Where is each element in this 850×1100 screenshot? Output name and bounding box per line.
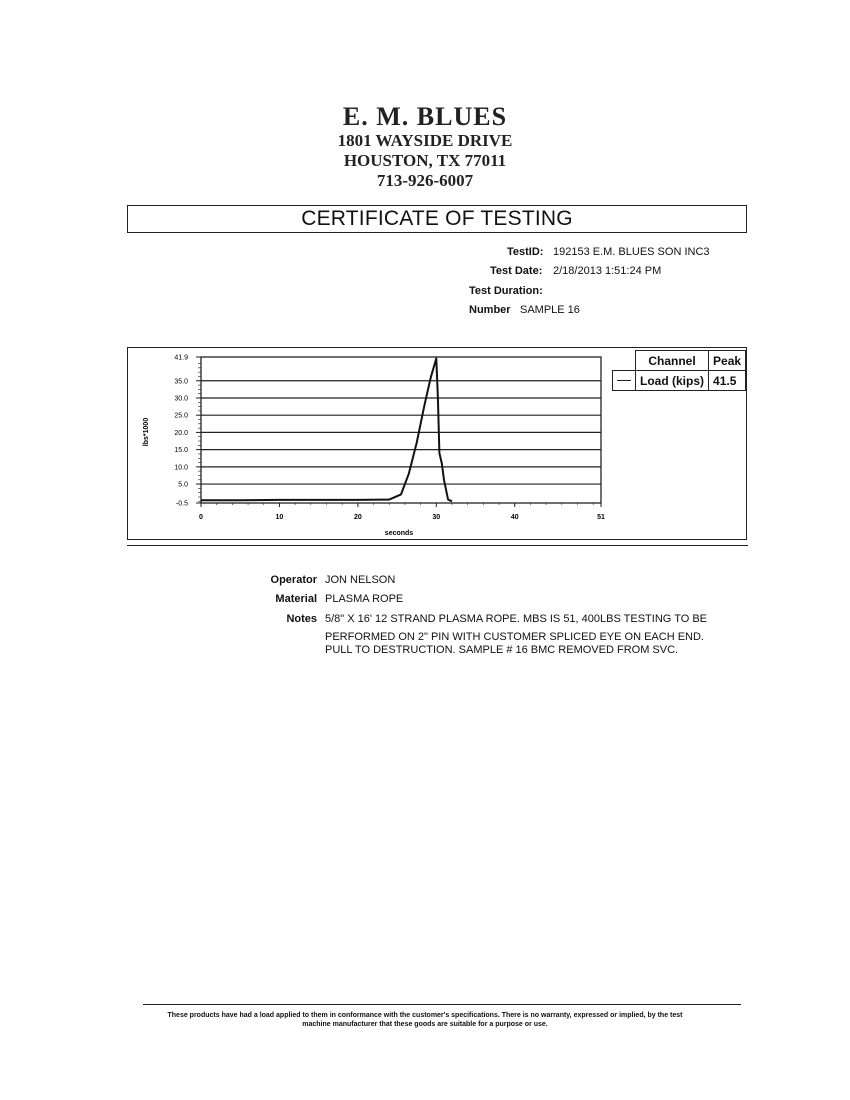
y-axis-label: lbs*1000 bbox=[143, 417, 150, 447]
x-tick-label: 0 bbox=[199, 514, 203, 521]
x-axis-label: seconds bbox=[384, 530, 414, 537]
test-id-label: TestID: bbox=[507, 246, 544, 258]
y-tick-label: 15.0 bbox=[174, 447, 188, 455]
test-date-label: Test Date: bbox=[490, 265, 543, 277]
legend-table bbox=[612, 350, 746, 391]
plot-frame bbox=[201, 357, 601, 503]
address-line-2: HOUSTON, TX 77011 bbox=[343, 151, 507, 170]
footer-disclaimer-line-1: These products have had a load applied to them in conformance with the customer's specifications. There is no warranty, expressed or implied, by the test bbox=[167, 1012, 683, 1019]
y-tick-label: 25.0 bbox=[174, 412, 188, 420]
address-line-1: 1801 WAYSIDE DRIVE bbox=[337, 131, 513, 150]
test-date-value: 2/18/2013 1:51:24 PM bbox=[553, 265, 662, 277]
certificate-title: CERTIFICATE OF TESTING bbox=[301, 207, 573, 230]
x-tick-label: 20 bbox=[353, 514, 362, 521]
legend-peak-header: Peak bbox=[709, 351, 746, 371]
material-label: Material bbox=[275, 593, 317, 605]
chart-grid bbox=[201, 357, 601, 503]
y-tick-label: -0.5 bbox=[175, 500, 188, 508]
y-tick-label: 10.0 bbox=[174, 464, 188, 472]
notes-line-2: PERFORMED ON 2" PIN WITH CUSTOMER SPLICED EYE ON EACH END. bbox=[325, 631, 704, 643]
legend-peak-value: 41.5 bbox=[709, 371, 746, 391]
notes-line-1: 5/8" X 16' 12 STRAND PLASMA ROPE. MBS IS 51, 400LBS TESTING TO BE bbox=[325, 613, 707, 625]
legend-line-swatch bbox=[613, 371, 636, 391]
chart-series bbox=[201, 358, 452, 501]
material-value: PLASMA ROPE bbox=[325, 593, 404, 605]
legend-channel-value: Load (kips) bbox=[636, 371, 709, 391]
y-tick-label: 41.9 bbox=[174, 354, 188, 362]
number-label: Number bbox=[469, 304, 511, 316]
legend-channel-header: Channel bbox=[636, 351, 709, 371]
series-line-load bbox=[201, 358, 452, 501]
test-duration-label: Test Duration: bbox=[469, 285, 543, 297]
footer-rule bbox=[143, 1004, 741, 1005]
notes-line-3: PULL TO DESTRUCTION. SAMPLE # 16 BMC REMOVED FROM SVC. bbox=[325, 644, 679, 656]
y-tick-label: 35.0 bbox=[174, 378, 188, 386]
y-tick-label: 5.0 bbox=[178, 481, 188, 489]
number-value: SAMPLE 16 bbox=[520, 304, 580, 316]
footer-disclaimer-line-2: machine manufacturer that these goods are suitable for a purpose or use. bbox=[302, 1021, 548, 1028]
y-tick-label: 20.0 bbox=[174, 429, 188, 437]
y-tick-label: 30.0 bbox=[174, 395, 188, 403]
chart-x-ticks bbox=[199, 503, 605, 521]
x-tick-label: 10 bbox=[275, 514, 284, 521]
notes-label: Notes bbox=[286, 613, 317, 625]
company-name: E. M. BLUES bbox=[342, 102, 508, 131]
operator-label: Operator bbox=[270, 574, 317, 586]
chart-y-ticks bbox=[174, 355, 201, 508]
x-tick-label: 30 bbox=[432, 514, 441, 521]
x-tick-label: 40 bbox=[510, 514, 519, 521]
operator-value: JON NELSON bbox=[325, 574, 396, 586]
test-id-value: 192153 E.M. BLUES SON INC3 bbox=[553, 246, 710, 258]
x-tick-label: 51 bbox=[597, 514, 605, 521]
phone-number: 713-926-6007 bbox=[376, 171, 474, 190]
